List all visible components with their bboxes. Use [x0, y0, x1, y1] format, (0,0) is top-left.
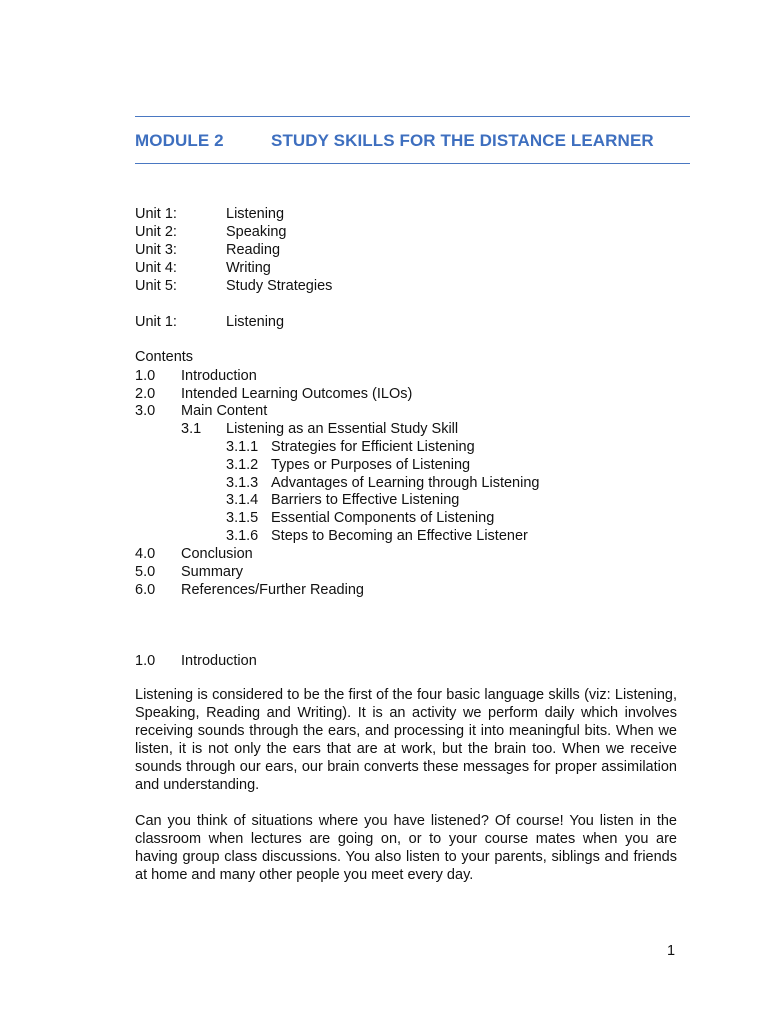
- toc-title: Intended Learning Outcomes (ILOs): [181, 386, 413, 402]
- toc-number: 3.1: [181, 421, 202, 437]
- toc-number: 3.0: [135, 403, 156, 419]
- toc-title: Main Content: [181, 403, 268, 419]
- unit-title: Writing: [226, 260, 271, 276]
- section-title: Introduction: [181, 653, 257, 669]
- toc-number: 6.0: [135, 582, 156, 598]
- toc-title: Types or Purposes of Listening: [271, 457, 471, 473]
- unit-title: Reading: [226, 242, 281, 258]
- body-paragraph: Can you think of situations where you have listened? Of course! You listen in the classroom when lectures are going on, or to your course mates when you are having group class discussions. You also listen to your parents, siblings and friends at home and many other people you meet every day.: [135, 813, 677, 883]
- toc-number: 2.0: [135, 386, 156, 402]
- module-title: STUDY SKILLS FOR THE DISTANCE LEARNER: [271, 131, 654, 150]
- toc-title: Essential Components of Listening: [271, 510, 495, 526]
- toc-title: Listening as an Essential Study Skill: [226, 421, 459, 437]
- toc-number: 3.1.3: [226, 475, 259, 491]
- toc-number: 3.1.1: [226, 439, 259, 455]
- module-number: MODULE 2: [135, 131, 224, 150]
- body-paragraph: Listening is considered to be the first of the four basic language skills (viz: Listening, Speaking, Reading and Writing). It is an activity we perform daily which involves receiving sounds through the ears, and processing it into meaningful bits. When we listen, it is not only the ears that are at work, but the brain too. When we receive sounds through our ears, our brain converts these messages for proper assimilation and understanding.: [135, 687, 677, 793]
- heading-rule-bottom: [135, 163, 690, 164]
- page-number: 1: [667, 943, 676, 959]
- toc-title: Strategies for Efficient Listening: [271, 439, 475, 455]
- toc-number: 3.1.4: [226, 492, 259, 508]
- toc-number: 3.1.6: [226, 528, 259, 544]
- toc-number: 3.1.2: [226, 457, 259, 473]
- current-unit-title: Listening: [226, 314, 285, 330]
- unit-label: Unit 1:: [135, 206, 177, 222]
- current-unit-label: Unit 1:: [135, 314, 177, 330]
- unit-title: Listening: [226, 206, 285, 222]
- toc-title: Steps to Becoming an Effective Listener: [271, 528, 528, 544]
- section-number: 1.0: [135, 653, 156, 669]
- unit-label: Unit 3:: [135, 242, 177, 258]
- toc-number: 3.1.5: [226, 510, 259, 526]
- unit-label: Unit 2:: [135, 224, 177, 240]
- toc-number: 1.0: [135, 368, 156, 384]
- toc-title: Conclusion: [181, 546, 253, 562]
- toc-title: References/Further Reading: [181, 582, 364, 598]
- toc-number: 4.0: [135, 546, 156, 562]
- toc-number: 5.0: [135, 564, 156, 580]
- contents-heading: Contents: [135, 349, 194, 365]
- unit-label: Unit 4:: [135, 260, 177, 276]
- toc-title: Barriers to Effective Listening: [271, 492, 460, 508]
- heading-rule-top: [135, 116, 690, 117]
- unit-label: Unit 5:: [135, 278, 177, 294]
- unit-title: Speaking: [226, 224, 287, 240]
- toc-title: Introduction: [181, 368, 257, 384]
- toc-title: Advantages of Learning through Listening: [271, 475, 540, 491]
- unit-title: Study Strategies: [226, 278, 333, 294]
- toc-title: Summary: [181, 564, 244, 580]
